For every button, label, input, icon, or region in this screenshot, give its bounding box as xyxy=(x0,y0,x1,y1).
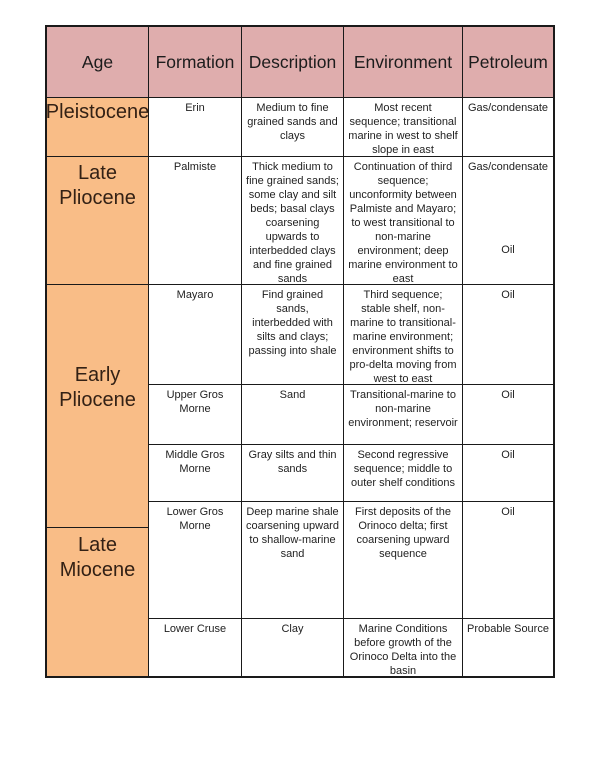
formation-cell: Upper Gros Morne xyxy=(149,385,242,444)
table-row-upper-gros-morne xyxy=(149,385,553,445)
petroleum-cell: Gas/condensate xyxy=(467,102,549,114)
header-cell-age: Age xyxy=(47,27,149,97)
formation-cell: Mayaro xyxy=(149,285,242,384)
petroleum-cell: Oil xyxy=(501,506,515,518)
table-row-middle-gros-morne xyxy=(149,445,553,502)
environment-cell: Continuation of third sequence; unconformity between Palmiste and Mayaro; to west transitional to non-marine environment; deep marine environment to east xyxy=(344,157,463,284)
formation-cell: Erin xyxy=(149,98,242,156)
age-cell-pleistocene: Pleistocene xyxy=(47,98,148,157)
environment-cell: Transitional-marine to non-marine environment; reservoir xyxy=(344,385,463,444)
environment-cell: Third sequence; stable shelf, non-marine to transitional-marine environment; environment shifts to pro-delta moving from west to east xyxy=(344,285,463,384)
table-body xyxy=(47,98,553,676)
age-cell-late-pliocene: Late Pliocene xyxy=(47,157,148,285)
header-cell-formation: Formation xyxy=(149,27,242,97)
formation-cell: Lower Gros Morne xyxy=(149,502,242,618)
petroleum-primary-value: Gas/condensate xyxy=(467,161,549,173)
formation-cell: Middle Gros Morne xyxy=(149,445,242,501)
age-column xyxy=(47,98,149,676)
table-row-erin xyxy=(149,98,553,157)
petroleum-cell: Oil xyxy=(501,389,515,401)
formation-cell: Palmiste xyxy=(149,157,242,284)
age-cell-early-pliocene: Early Pliocene xyxy=(47,285,148,528)
table-row-lower-cruse xyxy=(149,619,553,676)
description-cell: Find grained sands, interbedded with silts and clays; passing into shale xyxy=(242,285,344,384)
stratigraphy-table xyxy=(45,25,555,678)
data-rows xyxy=(149,98,553,676)
environment-cell: Second regressive sequence; middle to outer shelf conditions xyxy=(344,445,463,501)
table-row-lower-gros-morne xyxy=(149,502,553,619)
environment-cell: First deposits of the Orinoco delta; first coarsening upward sequence xyxy=(344,502,463,618)
description-cell: Clay xyxy=(242,619,344,676)
petroleum-cell: Oil xyxy=(501,449,515,461)
table-row-mayaro xyxy=(149,285,553,385)
petroleum-cell: Oil xyxy=(501,289,515,301)
description-cell: Sand xyxy=(242,385,344,444)
description-cell: Medium to fine grained sands and clays xyxy=(242,98,344,156)
petroleum-cell: Probable Source xyxy=(467,623,549,635)
description-cell: Thick medium to fine grained sands; some clay and silt beds; basal clays coarsening upwards to interbedded clays and fine grained sands xyxy=(242,157,344,284)
petroleum-cell xyxy=(463,157,553,284)
environment-cell: Most recent sequence; transitional marine in west to shelf slope in east xyxy=(344,98,463,156)
description-cell: Deep marine shale coarsening upward to shallow-marine sand xyxy=(242,502,344,618)
petroleum-secondary-value: Oil xyxy=(501,244,515,256)
environment-cell: Marine Conditions before growth of the Orinoco Delta into the basin xyxy=(344,619,463,676)
header-cell-description: Description xyxy=(242,27,344,97)
description-cell: Gray silts and thin sands xyxy=(242,445,344,501)
header-cell-environment: Environment xyxy=(344,27,463,97)
formation-cell: Lower Cruse xyxy=(149,619,242,676)
table-row-palmiste xyxy=(149,157,553,285)
table-header-row xyxy=(47,27,553,98)
header-cell-petroleum: Petroleum xyxy=(468,51,548,72)
age-cell-late-miocene: Late Miocene xyxy=(47,528,148,676)
